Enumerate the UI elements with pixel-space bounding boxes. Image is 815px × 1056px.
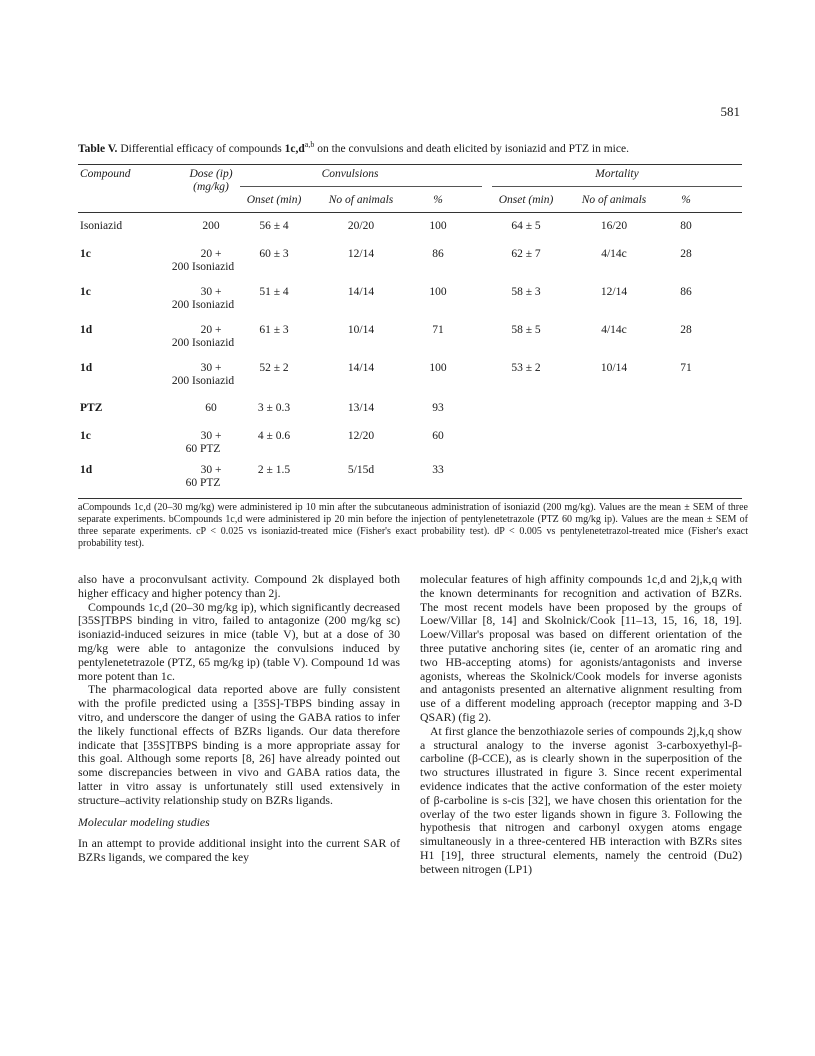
cell-mort-n: 16/20	[600, 220, 628, 232]
cell-compound: 1d	[80, 464, 93, 476]
convulsions-rule	[240, 186, 482, 187]
cell-mort-pct: 80	[680, 220, 692, 232]
caption-sup: a,b	[304, 140, 315, 150]
cell-conv-n: 20/20	[347, 220, 375, 232]
header-mortality: Mortality	[595, 168, 639, 180]
cell-mort-onset: 58 ± 3	[511, 286, 541, 298]
right-column	[420, 573, 742, 877]
table-footnote: aCompounds 1c,d (20–30 mg/kg) were administered ip 10 min after the subcutaneous administration of isoniazid (200 mg/kg). Values are the mean ± SEM of three separate experiments. bCompounds 1c,d were administered ip 20 min before the injection of pentylenetetrazole (PTZ 60 mg/kg ip). Values are the mean ± SEM of three separate experiments. cP < 0.025 vs isoniazid-treated mice (Fisher's exact probability test). dP < 0.005 vs pentylenetetrazol-treated mice (Fisher's exact probability test).	[78, 502, 748, 549]
cell-dose1: 20 +	[200, 324, 222, 336]
cell-conv-pct: 100	[429, 220, 447, 232]
cell-dose2: 200 Isoniazid	[171, 337, 235, 349]
mortality-rule	[492, 186, 742, 187]
cell-compound: 1c	[80, 430, 91, 442]
cell-conv-n: 10/14	[347, 324, 375, 336]
cell-dose1: 30 +	[200, 464, 222, 476]
caption-rest: on the convulsions and death elicited by isoniazid and PTZ in mice.	[314, 143, 629, 155]
right-paragraph-1: molecular features of high affinity compounds 1c,d and 2j,k,q with the known determinants for recognition and activation of BZRs. The most recent models have been proposed by the groups of Loew/Villar [8, 14] and Skolnick/Cook [11–13, 15, 16, 18, 19]. Loew/Villar's proposal was based on different orientation of the three putative anchoring sites (ie, center of an aromatic ring and two HB-accepting atoms) for agonists/antagonists and inverse agonists, whereas the Skolnick/Cook models for inverse agonists and antagonists presented an alternative alignment resulting from use of a different modeling approach (receptor mapping and 3-D QSAR) (fig 2).	[420, 572, 742, 724]
cell-conv-pct: 71	[432, 324, 444, 336]
cell-conv-pct: 86	[432, 248, 444, 260]
cell-mort-n: 10/14	[600, 362, 628, 374]
cell-compound: 1d	[80, 324, 93, 336]
cell-conv-onset: 56 ± 4	[259, 220, 289, 232]
header-convulsions: Convulsions	[321, 168, 379, 180]
cell-mort-onset: 53 ± 2	[511, 362, 541, 374]
header-compound: Compound	[80, 168, 131, 180]
cell-compound: 1c	[80, 248, 91, 260]
cell-dose1: 20 +	[200, 248, 222, 260]
cell-mort-pct: 86	[680, 286, 692, 298]
cell-conv-onset: 3 ± 0.3	[257, 402, 291, 414]
cell-mort-n: 4/14c	[601, 248, 627, 260]
cell-conv-pct: 100	[429, 286, 447, 298]
cell-mort-pct: 28	[680, 324, 692, 336]
cell-conv-pct: 100	[429, 362, 447, 374]
cell-compound: Isoniazid	[80, 220, 123, 232]
cell-dose2: 200 Isoniazid	[171, 261, 235, 273]
cell-compound: 1d	[80, 362, 93, 374]
cell-conv-onset: 60 ± 3	[259, 248, 289, 260]
cell-conv-onset: 61 ± 3	[259, 324, 289, 336]
cell-mort-onset: 62 ± 7	[511, 248, 541, 260]
left-paragraph-1: also have a proconvulsant activity. Compound 2k displayed both higher efficacy and higher potency than 2j.	[78, 572, 400, 600]
cell-mort-onset: 64 ± 5	[511, 220, 541, 232]
cell-dose2: 60 PTZ	[185, 477, 221, 489]
cell-conv-onset: 51 ± 4	[259, 286, 289, 298]
left-paragraph-4: In an attempt to provide additional insight into the current SAR of BZRs ligands, we compared the key	[78, 836, 400, 865]
left-paragraph-3: The pharmacological data reported above are fully consistent with the profile predicted using a [35S]-TBPS binding assay in vitro, and underscore the danger of using the GABA ratios to infer the likely functional effects of BZRs ligands. Our data therefore indicate that [35S]TBPS binding is a more appropriate assay for this goal. Although some reports [8, 26] have already pointed out some discrepancies between in vivo and GABA ratios data, the latter in vitro assay is unfortunately still used extensively in structure–activity relationship study on BZRs ligands.	[78, 682, 400, 807]
header-bottom-rule	[78, 212, 742, 213]
table-bottom-rule	[78, 498, 742, 499]
left-paragraph-2: Compounds 1c,d (20–30 mg/kg ip), which significantly decreased [35S]TBPS binding in vitro, failed to antagonize (200 mg/kg sc) isoniazid-induced seizures in mice (table V), but at a dose of 30 mg/kg were able to antagonize the convulsions induced by pentylenetetrazole (PTZ, 65 mg/kg ip) (table V). Compound 1d was more potent than 1c.	[78, 599, 400, 683]
cell-conv-pct: 60	[432, 430, 444, 442]
cell-mort-n: 12/14	[600, 286, 628, 298]
header-mort-percent: %	[681, 194, 691, 206]
table-top-rule	[78, 164, 742, 165]
cell-conv-n: 5/15d	[347, 464, 375, 476]
cell-conv-n: 12/20	[347, 430, 375, 442]
section-heading: Molecular modeling studies	[78, 814, 210, 829]
header-conv-no-animals: No of animals	[328, 194, 394, 206]
cell-compound: 1c	[80, 286, 91, 298]
cell-mort-onset: 58 ± 5	[511, 324, 541, 336]
cell-conv-n: 14/14	[347, 286, 375, 298]
table-caption	[78, 142, 758, 156]
cell-conv-pct: 33	[432, 464, 444, 476]
header-mort-no-animals: No of animals	[581, 194, 647, 206]
header-conv-onset: Onset (min)	[246, 194, 302, 206]
caption-compounds: 1c,d	[284, 143, 305, 155]
left-column	[78, 573, 400, 865]
cell-mort-n: 4/14c	[601, 324, 627, 336]
caption-text: Differential efficacy of compounds	[117, 143, 285, 155]
cell-dose2: 200 Isoniazid	[171, 375, 235, 387]
cell-dose1: 200	[202, 220, 220, 232]
cell-conv-onset: 4 ± 0.6	[257, 430, 291, 442]
cell-dose1: 60	[205, 402, 217, 414]
cell-conv-onset: 2 ± 1.5	[257, 464, 291, 476]
data-table	[78, 162, 742, 500]
cell-dose2: 200 Isoniazid	[171, 299, 235, 311]
table-label: Table V.	[78, 143, 118, 155]
header-dose: Dose (ip)	[189, 168, 233, 180]
cell-conv-n: 12/14	[347, 248, 375, 260]
cell-dose1: 30 +	[200, 362, 222, 374]
cell-dose1: 30 +	[200, 286, 222, 298]
header-dose-unit: (mg/kg)	[193, 181, 229, 193]
cell-mort-pct: 71	[680, 362, 692, 374]
cell-mort-pct: 28	[680, 248, 692, 260]
cell-dose1: 30 +	[200, 430, 222, 442]
cell-compound: PTZ	[80, 402, 103, 414]
right-paragraph-2: At first glance the benzothiazole series of compounds 2j,k,q show a structural analogy to the inverse agonist 3-carboxyethyl-β-carboline (β-CCE), as is clearly shown in the superposition of the two structures illustrated in figure 3. Since recent experimental evidence indicates that the active conformation of the ester moiety of β-carboline is s-cis [32], we have chosen this orientation for the overlay of the two ester ligands shown in figure 3. Following the hypothesis that nitrogen and carbonyl oxygen atoms engage simultaneously in a three-centered HB interaction with BZRs sites H1 [19], three structural elements, namely the centroid (Du2) between nitrogen (LP1)	[420, 723, 742, 876]
header-conv-percent: %	[433, 194, 443, 206]
page-number: 581	[720, 104, 740, 119]
cell-dose2: 60 PTZ	[185, 443, 221, 455]
cell-conv-pct: 93	[432, 402, 444, 414]
cell-conv-n: 14/14	[347, 362, 375, 374]
cell-conv-onset: 52 ± 2	[259, 362, 289, 374]
cell-conv-n: 13/14	[347, 402, 375, 414]
header-mort-onset: Onset (min)	[498, 194, 554, 206]
